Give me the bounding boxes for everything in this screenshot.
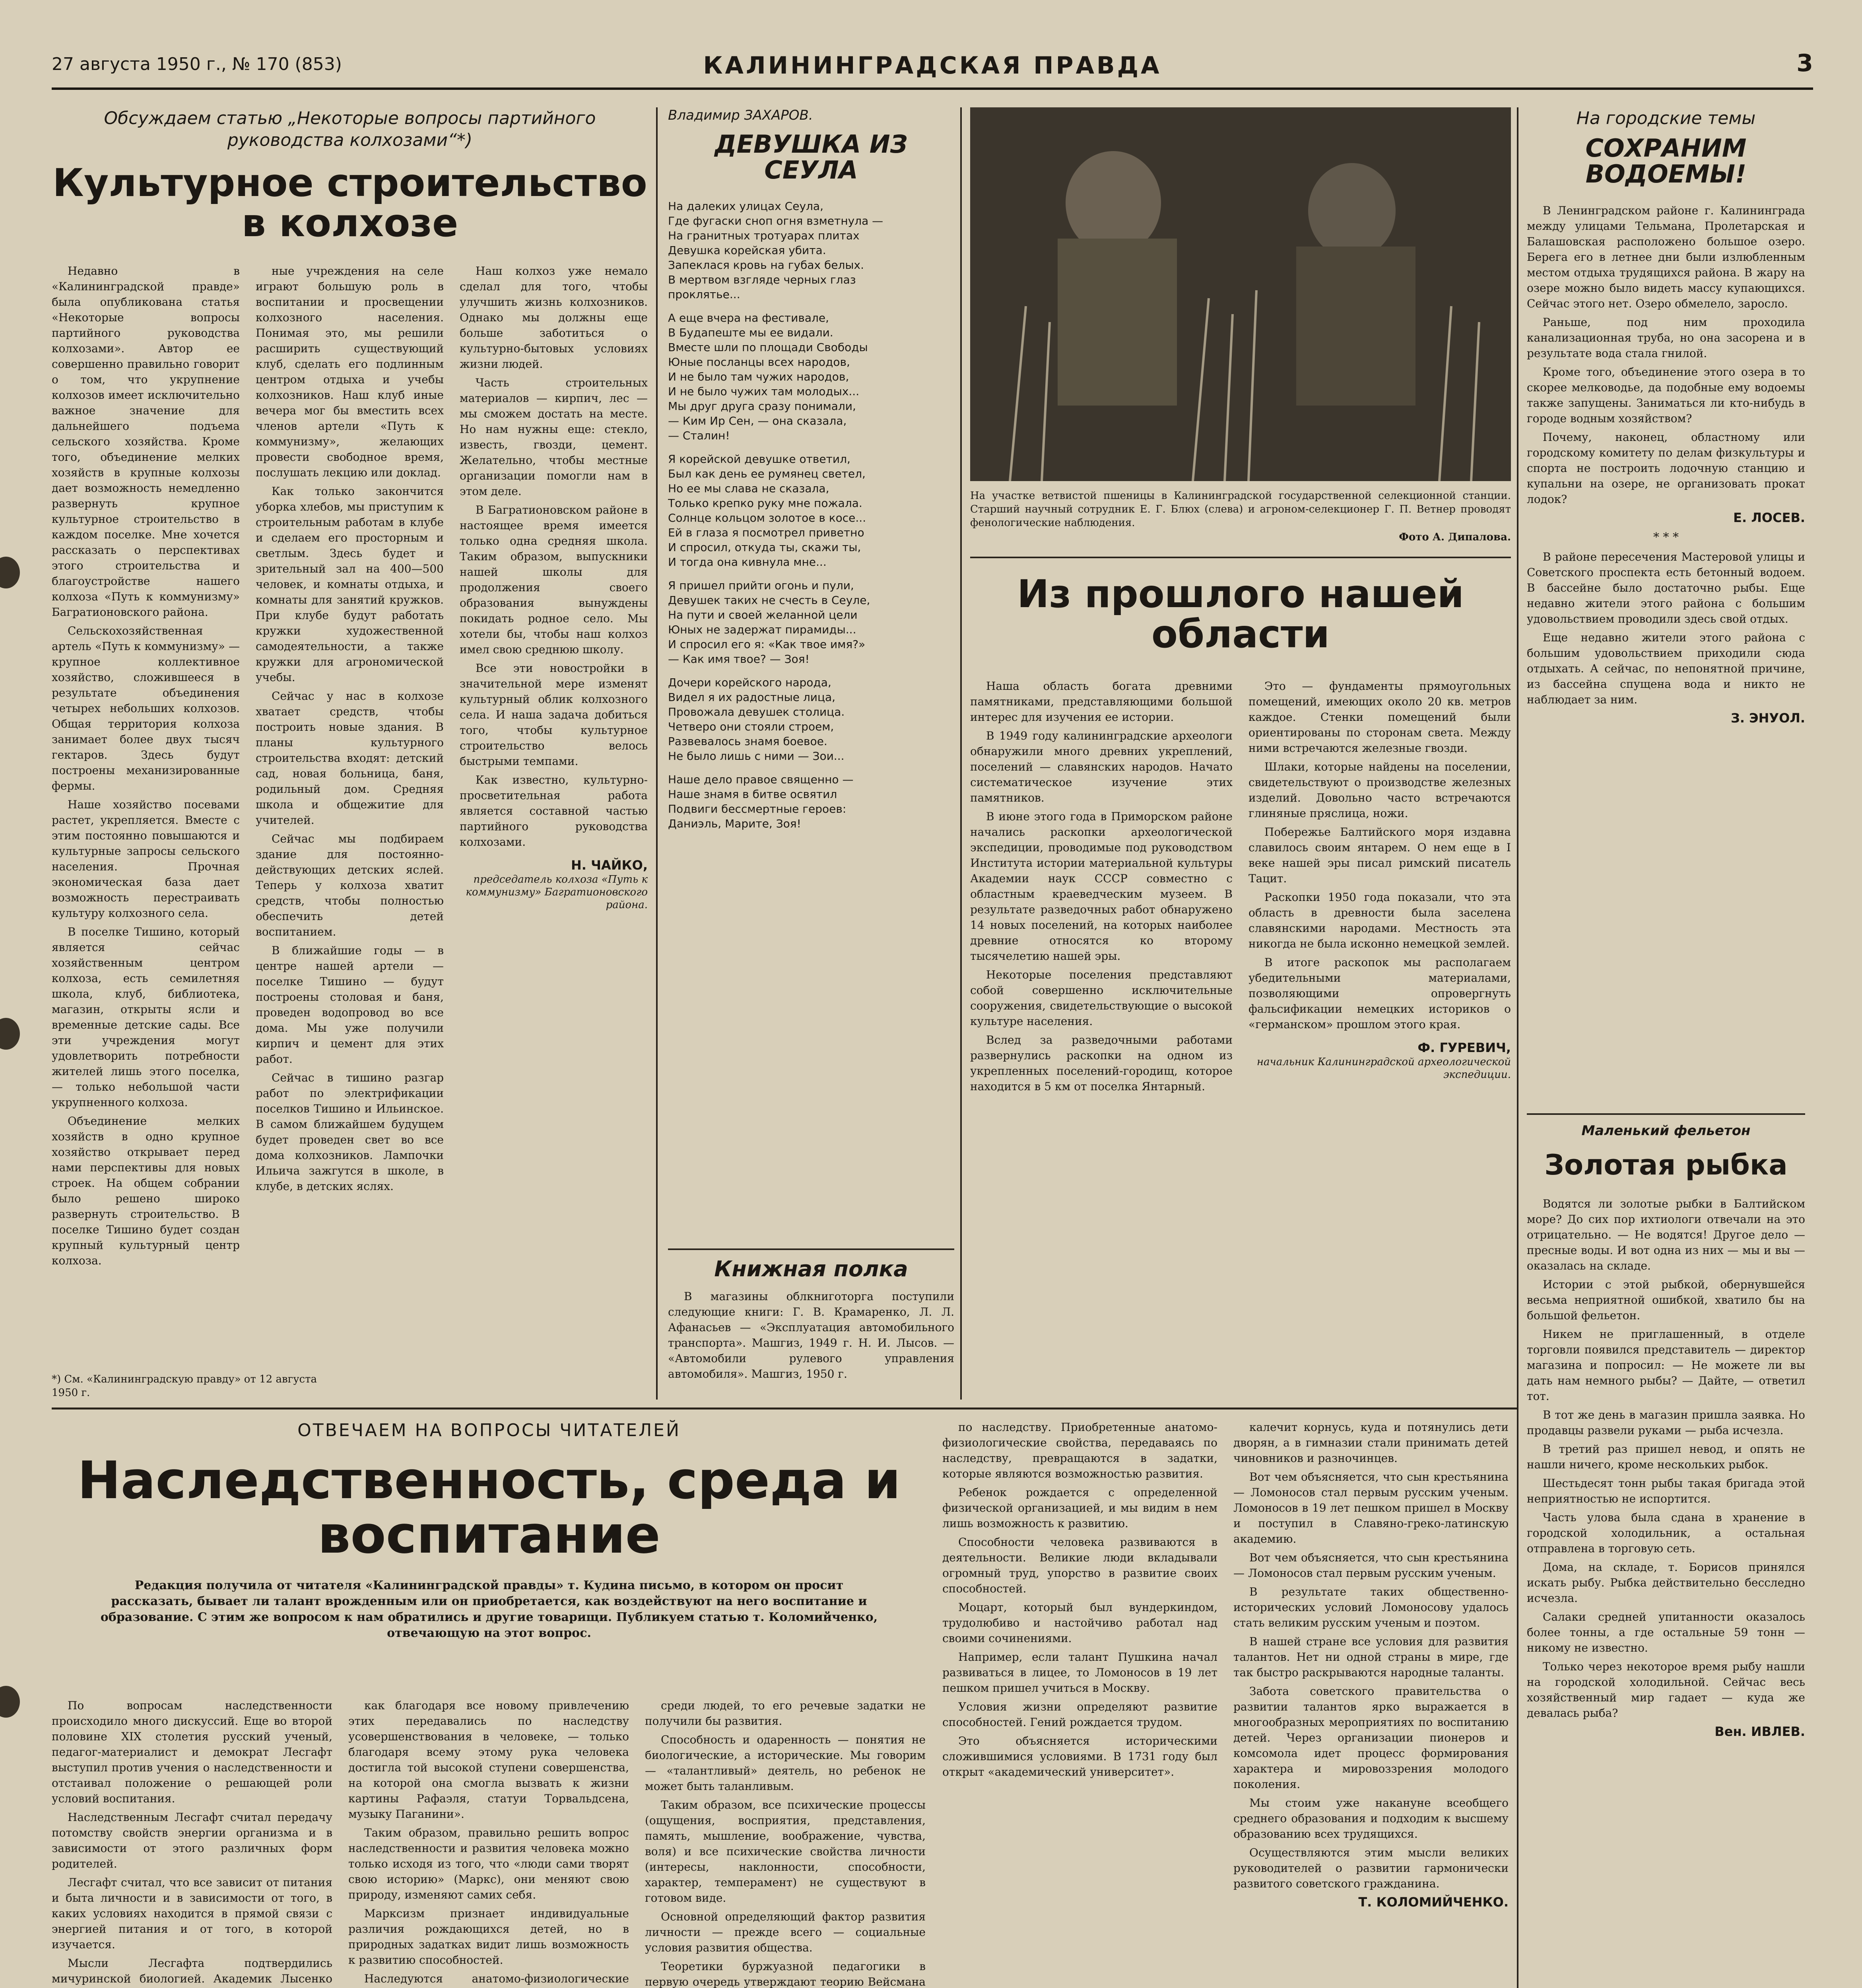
article-rubric: ОТВЕЧАЕМ НА ВОПРОСЫ ЧИТАТЕЛЕЙ — [297, 1420, 681, 1441]
photo-block — [970, 107, 1511, 545]
section-rule — [52, 1408, 1517, 1409]
article-column — [52, 263, 240, 1272]
article-column — [460, 263, 648, 1272]
poem — [668, 107, 954, 1241]
page-header — [52, 44, 1813, 90]
article-column — [645, 1698, 926, 1988]
paragraph: Часть строительных материалов — кирпич, лес — мы сможем достать на месте. Но нам нужны еще: стекло, известь, гвозди, цемент. Желательно, чтобы местные организации помогли нам в этом деле. — [460, 376, 648, 498]
paragraph: Условия жизни определяют развитие способностей. Гений рождается трудом. — [942, 1700, 1217, 1729]
paragraph: Вслед за разведочными работами развернулись раскопки на одном из укрепленных поселений-городищ, которое находится в 5 км от поселка Янтарный. — [970, 1033, 1233, 1093]
newspaper-title: КАЛИНИНГРАДСКАЯ ПРАВДА — [703, 52, 1162, 80]
article-title: Золотая рыбка — [1544, 1149, 1788, 1181]
poem-stanza: Дочери корейского народа, Видел я их радостные лица, Провожала девушек столица. Четверо они стояли строем, Развевалось знамя боевое. Не было лишь с ними — Зои... — [668, 676, 845, 763]
paragraph: как благодаря все новому привлечению этих передавались по наследству усовершенствования в человеке, — только благодаря всему этому рука человека достигла той высокой ступени совершенства, на которой она смогла вызвать к жизни картины Рафаэля, статуи Торвальдсена, музыку Паганини». — [348, 1699, 629, 1821]
column-rule — [960, 107, 962, 1400]
paragraph: Водятся ли золотые рыбки в Балтийском море? До сих пор ихтиологи отвечали на это отрицательно. — Не водятся! Другое дело — пресные воды. И вот одна из них — мы и вы — оказалась на складе. — [1527, 1197, 1805, 1272]
author-signature: Ф. ГУРЕВИЧ, — [1417, 1040, 1511, 1055]
article-column — [1248, 678, 1511, 1097]
paragraph: В результате таких общественно-исторических условий Ломоносову удалось стать великим русским ученым и поэтом. — [1233, 1585, 1509, 1629]
photo-caption: На участке ветвистой пшеницы в Калининградской государственной селекционной станции. Старший научный сотрудник Е. Г. Блюх (слева) и агроном-селекционер Г. П. Ветнер проводят фенологические наблюдения. — [970, 490, 1511, 529]
article-column — [256, 263, 444, 1272]
paragraph: Дома, на складе, т. Борисов принялся искать рыбу. Рыбка действительно бесследно исчезла. — [1527, 1560, 1805, 1605]
paragraph: Наше хозяйство посевами растет, укрепляется. Вместе с этим постоянно повышаются и культурные запросы сельского населения. Прочная экономическая база дает возможность перестраивать культуру колхозного села. — [52, 798, 240, 920]
paragraph: Марксизм признает индивидуальные различия рождающихся детей, но в природных задатках видит лишь возможность к развитию способностей. — [348, 1907, 629, 1967]
author-signature: Е. ЛОСЕВ. — [1733, 510, 1805, 526]
paragraph: Часть улова была сдана в хранение в городской холодильник, а остальная отправлена в торговую сеть. — [1527, 1510, 1805, 1555]
paragraph: Основной определяющий фактор развития личности — прежде всего — социальные условия развития общества. — [645, 1910, 926, 1954]
paragraph: Это объясняется историческими сложившимися условиями. В 1731 году был открыт «академический университет». — [942, 1734, 1217, 1778]
article-heredity — [52, 1419, 1509, 1988]
paragraph: Кроме того, объединение этого озера в то скорее мелководье, да подобные ему водоемы также запущены. Заниматься ли кто-нибудь в городе водным хозяйством? — [1527, 365, 1805, 425]
paragraph: В районе пересечения Мастеровой улицы и Советского проспекта есть бетонный водоем. В бассейне было достаточно рыбы. Еще недавно жители этого района с большим удовольствием проводили здесь свой отдых. — [1527, 550, 1805, 626]
author-role: председатель колхоза «Путь к коммунизму» Багратионовского района. — [466, 873, 648, 911]
paragraph: В тот же день в магазин пришла заявка. Но продавцы развели руками — рыба исчезла. — [1527, 1408, 1805, 1437]
paragraph: Некоторые поселения представляют собой совершенно исключительные сооружения, свидетельствующие о высокой культуре населения. — [970, 968, 1233, 1028]
paragraph: Мысли Лесгафта подтвердились мичуринской биологией. Академик Лысенко — [52, 1957, 332, 1985]
author-signature: Н. ЧАЙКО, — [571, 857, 648, 873]
photo-wheat-field — [970, 107, 1511, 481]
article-column — [348, 1698, 629, 1988]
issue-date: 27 августа 1950 г., № 170 (853) — [52, 54, 342, 74]
paragraph: В поселке Тишино, который является сейчас хозяйственным центром колхоза, есть семилетняя школа, клуб, библиотека, магазин, открыты ясли и временные детские сады. Все эти учреждения могут удовлетворить потребности жителей лишь этого поселка, — только небольшой части укрупненного колхоза. — [52, 925, 240, 1109]
paragraph: Забота советского правительства о развитии талантов ярко выражается в многообразных мероприятиях по воспитанию детей. Через организации пионеров и комсомола идет процесс формирования характера и мировоззрения молодого поколения. — [1233, 1685, 1509, 1791]
paragraph: По вопросам наследственности происходило много дискуссий. Еще во второй половине XIX столетия русский ученый, педагог-материалист и демократ Лесгафт выступил против учения о наследственности и отстаивал положение о решающей роли условий воспитания. — [52, 1699, 332, 1805]
poem-body — [668, 199, 954, 831]
article-vodoemy — [1527, 107, 1805, 1101]
paragraph: Моцарт, который был вундеркиндом, трудолюбиво и настойчиво работал над своими сочинениями. — [942, 1601, 1217, 1645]
paragraph: Никем не приглашенный, в отделе торговли появился представитель — директор магазина и попросил: — Не можете ли вы дать нам немного рыбы? — Дайте, — ответил тот. — [1527, 1327, 1805, 1403]
paragraph: Еще недавно жители этого района с большим удовольствием приходили сюда отдыхать. А сейчас, по непонятной причине, из бассейна спущена вода и никто не наблюдает за ним. — [1527, 631, 1805, 707]
paragraph: Таким образом, все психические процессы (ощущения, восприятия, представления, память, мышление, воображение, чувства, воля) и все психические свойства личности (интересы, наклонности, способности, характер, темперамент) не существуют в готовом виде. — [645, 1798, 926, 1905]
article-column — [970, 678, 1233, 1097]
article-column — [942, 1419, 1217, 1910]
poem-title: ДЕВУШКА ИЗ СЕУЛА — [715, 130, 908, 185]
paragraph: Шлаки, которые найдены на поселении, свидетельствуют о производстве железных изделий. Довольно часто встречаются глиняные пряслица, ножи. — [1248, 760, 1511, 820]
paragraph: Раньше, под ним проходила канализационная труба, но она засорена и в результате вода стала гнилой. — [1527, 316, 1805, 360]
article-title: СОХРАНИМ ВОДОЕМЫ! — [1585, 134, 1747, 189]
page-number: 3 — [1796, 49, 1813, 77]
paragraph: Раскопки 1950 года показали, что эта область в древности была заселена славянскими народами. Местность эта никогда не была исконно немецкой землей. — [1248, 890, 1511, 950]
column-rule — [1517, 107, 1518, 1988]
paragraph: Вот чем объясняется, что сын крестьянина — Ломоносов стал первым русским ученым. Ломоносов в 19 лет пешком пришел в Москву и поступил в Славяно-греко-латинскую академию. — [1233, 1470, 1509, 1545]
article-title: Наследственность, среда и воспитание — [77, 1450, 901, 1565]
article-kolkhoz — [52, 107, 648, 1400]
article-column — [52, 1698, 332, 1988]
paragraph: Как известно, культурно-просветительная работа является составной частью партийного руководства колхозами. — [460, 773, 648, 848]
paragraph: В Багратионовском районе в настоящее время имеется только одна средняя школа. Таким образом, выпускники нашей школы для продолжения своего образования вынуждены покидать родное село. Мы хотели бы, чтобы наш колхоз имел свою среднюю школу. — [460, 503, 648, 656]
paragraph: Почему, наконец, областному или городскому комитету по делам физкультуры и спорта не построить лодочную станцию и купальни на озере, не организовать прокат лодок? — [1527, 431, 1805, 506]
poem-author: Владимир ЗАХАРОВ. — [668, 107, 813, 123]
paragraph: Сельскохозяйственная артель «Путь к коммунизму» — крупное коллективное хозяйство, сложившееся в результате объединения четырех небольших колхозов. Общая территория колхоза занимает более двух тысяч гектаров. Здесь будут построены механизированные фермы. — [52, 624, 240, 792]
footnote: *) См. «Калининградскую правду» от 12 августа 1950 г. — [52, 1373, 317, 1399]
paragraph: Мы стоим уже накануне всеобщего среднего образования и подходим к высшему образованию всех трудящихся. — [1233, 1796, 1509, 1840]
article-rubric: На городские темы — [1576, 108, 1756, 128]
paragraph: ные учреждения на селе играют большую роль в воспитании и просвещении колхозного населения. Понимая это, мы решили расширить существующий клуб, сделать его подлинным центром отдыха и учебы колхозников. Наш клуб иные вечера мог бы вместить всех членов артели «Путь к коммунизму», желающих провести свободное время, послушать лекцию или доклад. — [256, 264, 444, 479]
paragraph: Все эти новостройки в значительной мере изменят культурный облик колхозного села. И наша задача добиться того, чтобы культурное строительство велось быстрыми темпами. — [460, 661, 648, 768]
paragraph: Побережье Балтийского моря издавна славилось своим янтарем. О нем еще в I веке нашей эры писал римский писатель Тацит. — [1248, 825, 1511, 885]
paragraph: Наш колхоз уже немало сделал для того, чтобы улучшить жизнь колхозников. Однако мы должны еще больше заботиться о культурно-бытовых условиях жизни людей. — [460, 264, 648, 371]
paragraph: В нашей стране все условия для развития талантов. Нет ни одной страны в мире, где так быстро раскрываются народные таланты. — [1233, 1635, 1509, 1679]
paragraph: Объединение мелких хозяйств в одно крупное хозяйство открывает перед нами перспективы для новых строек. На общем собрании было решено широко развернуть строительство. В поселке Тишино будет создан крупный культурный центр колхоза. — [52, 1114, 240, 1267]
paragraph: Осуществляются этим мысли великих руководителей о развитии гармонически развитого советского гражданина. — [1233, 1846, 1509, 1890]
poem-stanza: Я пришел прийти огонь и пули, Девушек таких не счесть в Сеуле, На пути и своей желанной цели Юных не задержат пирамиды... И спросил его я: «Как твое имя?» — Как имя твое? — Зоя! — [668, 579, 870, 666]
poem-stanza: А еще вчера на фестивале, В Будапеште мы ее видали. Вместе шли по площади Свободы Юные посланцы всех народов, И не было там чужих народов, И не было чужих там молодых... Мы друг друга сразу понимали, — Ким Ир Сен, — она сказала, — Сталин! — [668, 311, 868, 443]
paragraph: В итоге раскопок мы располагаем убедительными материалами, позволяющими опровергнуть фальсификации немецких историков о «германском» прошлом этого края. — [1248, 955, 1511, 1031]
paragraph: В 1949 году калининградские археологи обнаружили много древних укреплений, поселений — славянских народов. Начато систематическое изучение этих памятников. — [970, 729, 1233, 804]
paragraph: Только через некоторое время рыбу нашли на городской холодильной. Сейчас весь хозяйственный мир гадает — куда же девалась рыба? — [1527, 1660, 1805, 1720]
poem-stanza: На далеких улицах Сеула, Где фугаски сноп огня взметнула — На гранитных тротуарах плитах Девушка корейская убита. Запеклася кровь на губах белых. В мертвом взгляде черных глаз проклятье... — [668, 200, 883, 301]
paragraph: Ребенок рождается с определенной физической организацией, и мы видим в нем лишь возможность к развитию. — [942, 1486, 1217, 1530]
binding-hole — [0, 557, 20, 588]
book-shelf-text: В магазины облкниготорга поступили следующие книги: Г. В. Крамаренко, Л. Л. Афанасьев — «Эксплуатация автомобильного транспорта». Машгиз, 1949 г. Н. И. Лысов. — «Автомобили рулевого управления автомобиля». Машгиз, 1950 г. — [668, 1289, 954, 1380]
editorial-intro: Редакция получила от читателя «Калининградской правды» т. Кудина письмо, в котором он просит рассказать, бывает ли талант врожденным или он приобретается, как воздействуют на него воспитание и образование. С этим же вопросом к нам обратились и другие товарищи. Публикуем статью т. Коломийченко, отвечающую на этот вопрос. — [100, 1578, 878, 1640]
paragraph: Салаки средней упитанности оказалось более тонны, а где остальные 59 тонн — никому не известно. — [1527, 1610, 1805, 1654]
article-history — [970, 557, 1511, 1401]
paragraph: Сейчас мы подбираем здание для постоянно-действующих детских яслей. Теперь у колхоза хватит средств, чтобы полностью обеспечить детей воспитанием. — [256, 832, 444, 938]
paragraph: Способности человека развиваются в деятельности. Великие люди вкладывали огромный труд, упорство в развитие своих способностей. — [942, 1536, 1217, 1595]
paragraph: Шестьдесят тонн рыбы такая бригада этой неприятностью не испортится. — [1527, 1476, 1805, 1505]
article-column — [1527, 1196, 1805, 1740]
paragraph: В ближайшие годы — в центре нашей артели — поселке Тишино — будут построены столовая и баня, проведен водопровод во все дома. Мы уже получили кирпич и цемент для этих работ. — [256, 944, 444, 1066]
paragraph: В Ленинградском районе г. Калининграда между улицами Тельмана, Пролетарская и Балашовская расположено большое озеро. Берега его в летнее дни были излюбленным местом отдыха трудящихся района. В жару на озере можно было видеть массу купающихся. Сейчас этого нет. Озеро обмелело, заросло. — [1527, 204, 1805, 311]
article-rubric: Маленький фельетон — [1581, 1123, 1751, 1139]
article-column — [1233, 1419, 1509, 1910]
separator-stars: * * * — [1653, 530, 1679, 545]
photo-illustration — [970, 107, 1511, 481]
paragraph: Наша область богата древними памятниками, представляющими большой интерес для изучения ее истории. — [970, 679, 1233, 724]
paragraph: Наследуются анатомо-физиологические — [364, 1972, 629, 1985]
article-feuilleton — [1527, 1113, 1805, 1988]
article-column — [1527, 203, 1805, 726]
paragraph: В июне этого года в Приморском районе начались раскопки археологической экспедиции, проводимые под руководством Института истории материальной культуры Академии наук СССР совместно с областным краеведческим музеем. В результате разведочных работ обнаружено 14 новых поселений, на которых наиболее древние относятся ко второму тысячелетию нашей эры. — [970, 810, 1233, 963]
paragraph: Способность и одаренность — понятия не биологические, а исторические. Мы говорим — «талантливый» деятель, но ребенок не может быть таланливым. — [645, 1733, 926, 1793]
book-shelf-title: Книжная полка — [714, 1256, 908, 1281]
poem-stanza: Наше дело правое священно — Наше знамя в битве освятил Подвиги бессмертные героев: Даниэль, Марите, Зоя! — [668, 773, 854, 831]
paragraph: Как только закончится уборка хлебов, мы приступим к строительным работам в клубе и сделаем его просторным и светлым. Здесь будет и зрительный зал на 400—500 человек, и комнаты отдыха, и комнаты для занятий кружков. При клубе будут работать кружки художественной самодеятельности, а также кружки для агрономической учебы. — [256, 484, 444, 684]
article-rubric: Обсуждаем статью „Некоторые вопросы партийного руководства колхозами“*) — [104, 108, 596, 150]
paragraph: Недавно в «Калининградской правде» была опубликована статья «Некоторые вопросы партийного руководства колхозами». Автор ее совершенно правильно говорит о том, что укрупнение колхозов имеет исключительно важное значение для дальнейшего подъема сельского хозяйства. Кроме того, объединение мелких хозяйств в крупные колхозы дает возможность немедленно развернуть крупное культурное строительство в каждом поселке. Мне хочется рассказать о перспективах этого строительства и благоустройстве нашего колхоза «Путь к коммунизму» Багратионовского района. — [52, 264, 240, 619]
binding-hole — [0, 1686, 20, 1718]
book-shelf — [668, 1248, 954, 1409]
paragraph: Истории с этой рыбкой, обернувшейся весьма неприятной ошибкой, хватило бы на большой фельетон. — [1527, 1277, 1805, 1322]
paragraph: Лесгафт считал, что все зависит от питания и быта личности и в зависимости от того, в каких условиях находится в прямой связи с энергией питания и от того, в которой изучается. — [52, 1876, 332, 1951]
paragraph: Сейчас у нас в колхозе хватает средств, чтобы построить новые здания. В планы культурного строительства входят: детский сад, новая больница, баня, родильный дом. Средняя школа и общежитие для учителей. — [256, 689, 444, 827]
author-role: начальник Калининградской археологической экспедиции. — [1256, 1056, 1511, 1081]
author-signature: Т. КОЛОМИЙЧЕНКО. — [1358, 1895, 1509, 1910]
paragraph: Например, если талант Пушкина начал развиваться в лицее, то Ломоносов в 19 лет пешком пришел учиться в Москву. — [942, 1650, 1217, 1695]
author-signature: З. ЭНУОЛ. — [1731, 711, 1805, 726]
binding-hole — [0, 1018, 20, 1050]
paragraph: Сейчас в тишино разгар работ по электрификации поселков Тишино и Ильинское. В самом ближайшем будущем будет проведен свет во все дома колхозников. Лампочки Ильича зажгутся в школе, в клубе, в детских яслях. — [256, 1071, 444, 1193]
paragraph: Вот чем объясняется, что сын крестьянина — Ломоносов стал первым русским ученым. — [1233, 1551, 1509, 1580]
author-signature: Вен. ИВЛЕВ. — [1714, 1724, 1805, 1739]
photo-credit: Фото А. Дипалова. — [1399, 531, 1511, 543]
column-rule — [656, 107, 658, 1400]
paragraph: Наследственным Лесгафт считал передачу потомству свойств энергии организма и в зависимости от этого различных форм родителей. — [52, 1811, 332, 1870]
paragraph: калечит корнусь, куда и потянулись дети дворян, а в гимназии стали принимать детей чиновников и разночинцев. — [1233, 1421, 1509, 1465]
paragraph: Таким образом, правильно решить вопрос наследственности и развития человека можно только исходя из того, что «люди сами творят свою историю» (Маркс), они меняют свою природу, изменяют самих себя. — [348, 1826, 629, 1901]
poem-stanza: Я корейской девушке ответил, Был как день ее румянец светел, Но ее мы слава не сказала, Только крепко руку мне пожала. Солнце кольцом золотое в косе... Ей в глаза я посмотрел приветно И спросил, откуда ты, скажи ты, И тогда она кивнула мне... — [668, 452, 866, 569]
article-title: Культурное строительство в колхозе — [52, 161, 647, 245]
paragraph: по наследству. Приобретенные анатомо-физиологические свойства, передаваясь по наследству, превращаются в задатки, которые являются возможностью развития. — [942, 1421, 1217, 1480]
paragraph: среди людей, то его речевые задатки не получили бы развития. — [645, 1699, 926, 1728]
paragraph: Это — фундаменты прямоугольных помещений, имеющих около 20 кв. метров каждое. Стенки помещений были ориентированы по сторонам света. Между ними встречаются железные гвозди. — [1248, 679, 1511, 755]
paragraph: В третий раз пришел невод, и опять не нашли ничего, кроме нескольких рыбок. — [1527, 1442, 1805, 1471]
paragraph: Теоретики буржуазной педагогики в первую очередь утверждают теорию Вейсмана — [645, 1960, 926, 1988]
article-title: Из прошлого нашей области — [1017, 572, 1464, 656]
